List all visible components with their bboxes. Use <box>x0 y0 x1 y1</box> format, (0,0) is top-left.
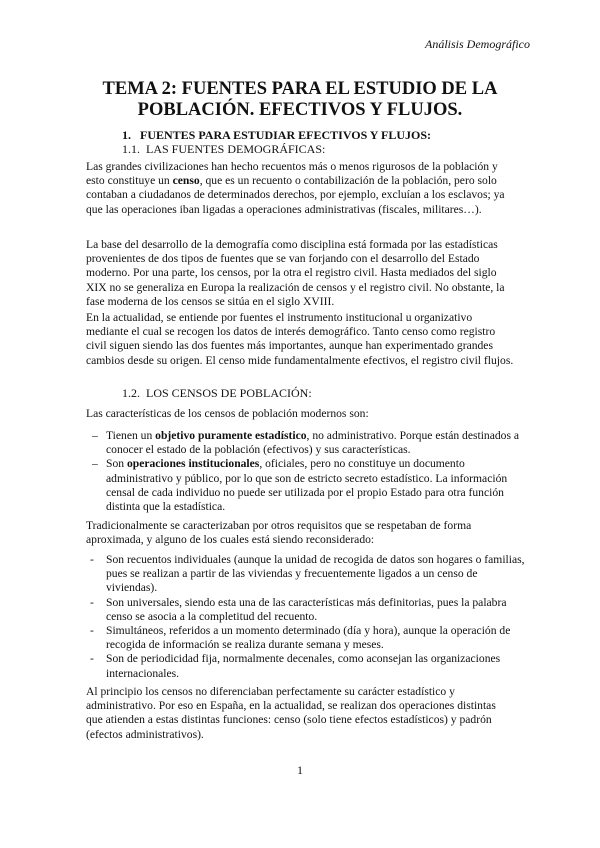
hyphen-bullet: - <box>90 652 94 666</box>
paragraph-demography-base: La base del desarrollo de la demografía como disciplina está formada por las estadísticas provenientes de dos tipos de fuentes que se van forjando con el desarrollo del Estado moderno. Por una parte, los censos, por la otra el registro civil. Hasta mediados del siglo XIX no se generaliza en Europa la realización de censos y el registro civil. No obstante, la fase moderna de los censos se sitúa en el siglo XVIII. <box>86 238 505 308</box>
list-item-text: Son universales, siendo esta una de las características más definitorias, pues la palabra censo se asocia a la completitud del recuento. <box>106 595 507 623</box>
list-item-text: Son de periodicidad fija, normalmente decenales, como aconsejan las organizaciones internacionales. <box>106 652 501 680</box>
subsection-1-1-heading <box>122 142 325 157</box>
paragraph-census-characteristics-intro: Las características de los censos de población modernos son: <box>86 407 369 420</box>
paragraph-censo-definition <box>86 160 514 217</box>
hyphen-bullet: - <box>90 624 94 638</box>
text-run: Tienen un <box>106 429 156 442</box>
list-item <box>86 624 526 652</box>
paragraph-traditional-requisites: Tradicionalmente se caracterizaban por otros requisitos que se respetaban de forma aproximada, y alguno de los cuales está siendo reconsiderado: <box>86 519 472 547</box>
traditional-requisites-list <box>86 553 526 681</box>
list-item <box>86 596 526 624</box>
document-title <box>60 79 540 121</box>
list-item <box>86 652 526 680</box>
list-item-text: Simultáneos, referidos a un momento determinado (día y hora), aunque la operación de recogida de información se realiza durante semana y meses. <box>106 624 511 652</box>
bold-term: objetivo puramente estadístico <box>155 429 307 442</box>
bold-term: operaciones institucionales <box>126 457 260 471</box>
list-item <box>86 553 526 596</box>
subsection-title: LOS CENSOS DE POBLACIÓN: <box>146 386 312 400</box>
subsection-number: 1.2. <box>122 386 140 400</box>
dash-bullet: – <box>92 429 98 442</box>
section-1-heading <box>122 128 431 143</box>
dash-bullet: – <box>92 457 98 471</box>
text-run: Las grandes civilizaciones han hecho recuentos más o menos rigurosos de la población y esto constituye un <box>86 160 498 188</box>
page-number: 1 <box>297 763 303 777</box>
hyphen-bullet: - <box>90 595 94 609</box>
paragraph-current-sources: En la actualidad, se entiende por fuentes el instrumento institucional u organizativo mediante el cual se recogen los datos de interés demográfico. Tanto censo como registro civil siguen siendo las dos fuentes más importantes, aunque han experimentado grandes cambios desde su origen. El censo mide fundamentalmente efectivos, el registro civil flujos. <box>86 311 514 367</box>
paragraph-census-vs-padron: Al principio los censos no diferenciaban perfectamente su carácter estadístico y administrativo. Por eso en España, en la actualidad, se realizan dos operaciones distintas que atienden a estas distintas funciones: censo (solo tiene efectos estadísticos) y padrón (efectos administrativos). <box>86 685 496 741</box>
subsection-number: 1.1. <box>122 142 140 156</box>
text-run: , que es un recuento o contabilización de la población, pero solo contaban a ciudadanos de determinados derechos, por ejemplo, excluían a los esclavos; ya que las operaciones iban ligadas a operaciones administrativas (fiscales, militares…). <box>86 174 505 216</box>
title-line-2: POBLACIÓN. EFECTIVOS Y FLUJOS. <box>137 100 463 120</box>
list-item <box>86 429 526 457</box>
text-run: Son <box>106 457 127 471</box>
subsection-title: LAS FUENTES DEMOGRÁFICAS: <box>146 142 326 156</box>
text-run: , no administrativo. Porque están destinados a conocer el estado de la población (efectivos) y sus características. <box>106 429 520 457</box>
text-run: , oficiales, pero no constituye un documento administrativo y público, por lo que son de estricto secreto estadístico. La información censal de cada individuo no puede ser utilizada por el propio Estado para otra función distinta que la estadística. <box>106 457 508 514</box>
section-title: FUENTES PARA ESTUDIAR EFECTIVOS Y FLUJOS: <box>140 128 432 142</box>
list-item-text: Son recuentos individuales (aunque la unidad de recogida de datos son hogares o familias, pues se realizan a partir de las viviendas y frecuentemente ligados a un censo de viviendas). <box>106 553 525 595</box>
hyphen-bullet: - <box>90 553 94 566</box>
subsection-1-2-heading <box>122 386 312 401</box>
bold-term: censo <box>172 174 200 188</box>
section-number: 1. <box>122 128 131 142</box>
title-line-1: TEMA 2: FUENTES PARA EL ESTUDIO DE LA <box>102 79 498 99</box>
list-item <box>86 457 526 514</box>
running-header: Análisis Demográfico <box>425 37 530 51</box>
census-characteristics-list <box>86 429 526 514</box>
